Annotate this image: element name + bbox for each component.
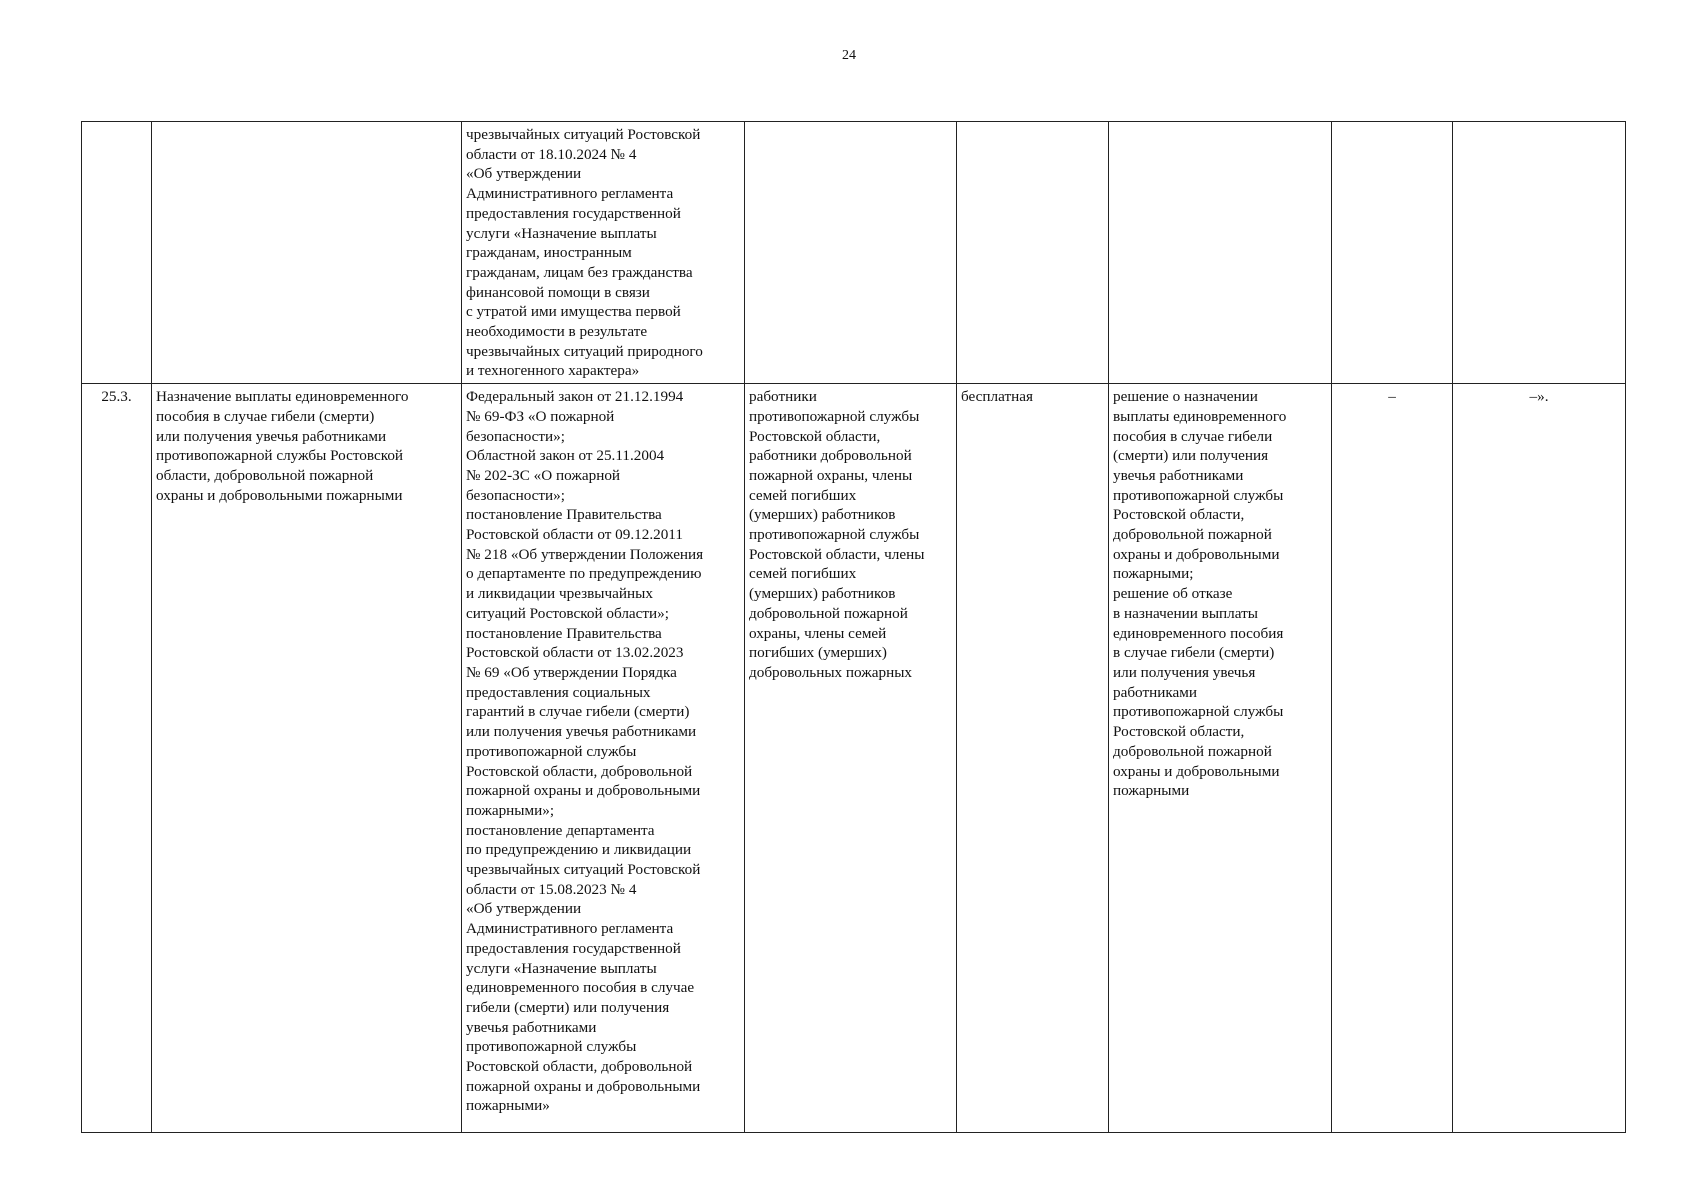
table-row-continuation bbox=[82, 122, 1626, 384]
page-number: 24 bbox=[842, 48, 856, 63]
cell-recipients bbox=[745, 122, 957, 384]
cell-number: 25.3. bbox=[82, 384, 152, 1133]
cell-result: решение о назначении выплаты единовременного пособия в случае гибели (смерти) или получения увечья работниками противопожарной службы Ростовской области, добровольной пожарной охраны и добровольными пожарными; решение об отказе в назначении выплаты единовременного пособия в случае гибели (смерти) или получения увечья работниками противопожарной службы Ростовской области, добровольной пожарной охраны и добровольными пожарными bbox=[1109, 384, 1332, 1133]
cell-cost: бесплатная bbox=[957, 384, 1109, 1133]
cell-legal-basis: чрезвычайных ситуаций Ростовской области от 18.10.2024 № 4 «Об утверждении Административного регламента предоставления государственной услуги «Назначение выплаты гражданам, иностранным гражданам, лицам без гражданства финансовой помощи в связи с утратой ими имущества первой необходимости в результате чрезвычайных ситуаций природного и техногенного характера» bbox=[462, 122, 745, 384]
cell-recipients: работники противопожарной службы Ростовской области, работники добровольной пожарной охраны, члены семей погибших (умерших) работников противопожарной службы Ростовской области, члены семей погибших (умерших) работников добровольной пожарной охраны, члены семей погибших (умерших) добровольных пожарных bbox=[745, 384, 957, 1133]
cell-col8 bbox=[1453, 122, 1626, 384]
cell-service-name: Назначение выплаты единовременного пособия в случае гибели (смерти) или получения увечья работниками противопожарной службы Ростовской области, добровольной пожарной охраны и добровольными пожарными bbox=[152, 384, 462, 1133]
cell-legal-basis: Федеральный закон от 21.12.1994 № 69-ФЗ «О пожарной безопасности»; Областной закон от 25.11.2004 № 202-ЗС «О пожарной безопасности»; постановление Правительства Ростовской области от 09.12.2011 № 218 «Об утверждении Положения о департаменте по предупреждению и ликвидации чрезвычайных ситуаций Ростовской области»; постановление Правительства Ростовской области от 13.02.2023 № 69 «Об утверждении Порядка предоставления социальных гарантий в случае гибели (смерти) или получения увечья работниками противопожарной службы Ростовской области, добровольной пожарной охраны и добровольными пожарными»; постановление департамента по предупреждению и ликвидации чрезвычайных ситуаций Ростовской области от 15.08.2023 № 4 «Об утверждении Административного регламента предоставления государственной услуги «Назначение выплаты единовременного пособия в случае гибели (смерти) или получения увечья работниками противопожарной службы Ростовской области, добровольной пожарной охраны и добровольными пожарными» bbox=[462, 384, 745, 1133]
cell-result bbox=[1109, 122, 1332, 384]
services-table bbox=[81, 121, 1626, 1133]
cell-cost bbox=[957, 122, 1109, 384]
cell-col8: –». bbox=[1453, 384, 1626, 1133]
cell-number bbox=[82, 122, 152, 384]
table-row-25-3 bbox=[82, 384, 1626, 1133]
cell-col7: – bbox=[1332, 384, 1453, 1133]
cell-service-name bbox=[152, 122, 462, 384]
cell-col7 bbox=[1332, 122, 1453, 384]
